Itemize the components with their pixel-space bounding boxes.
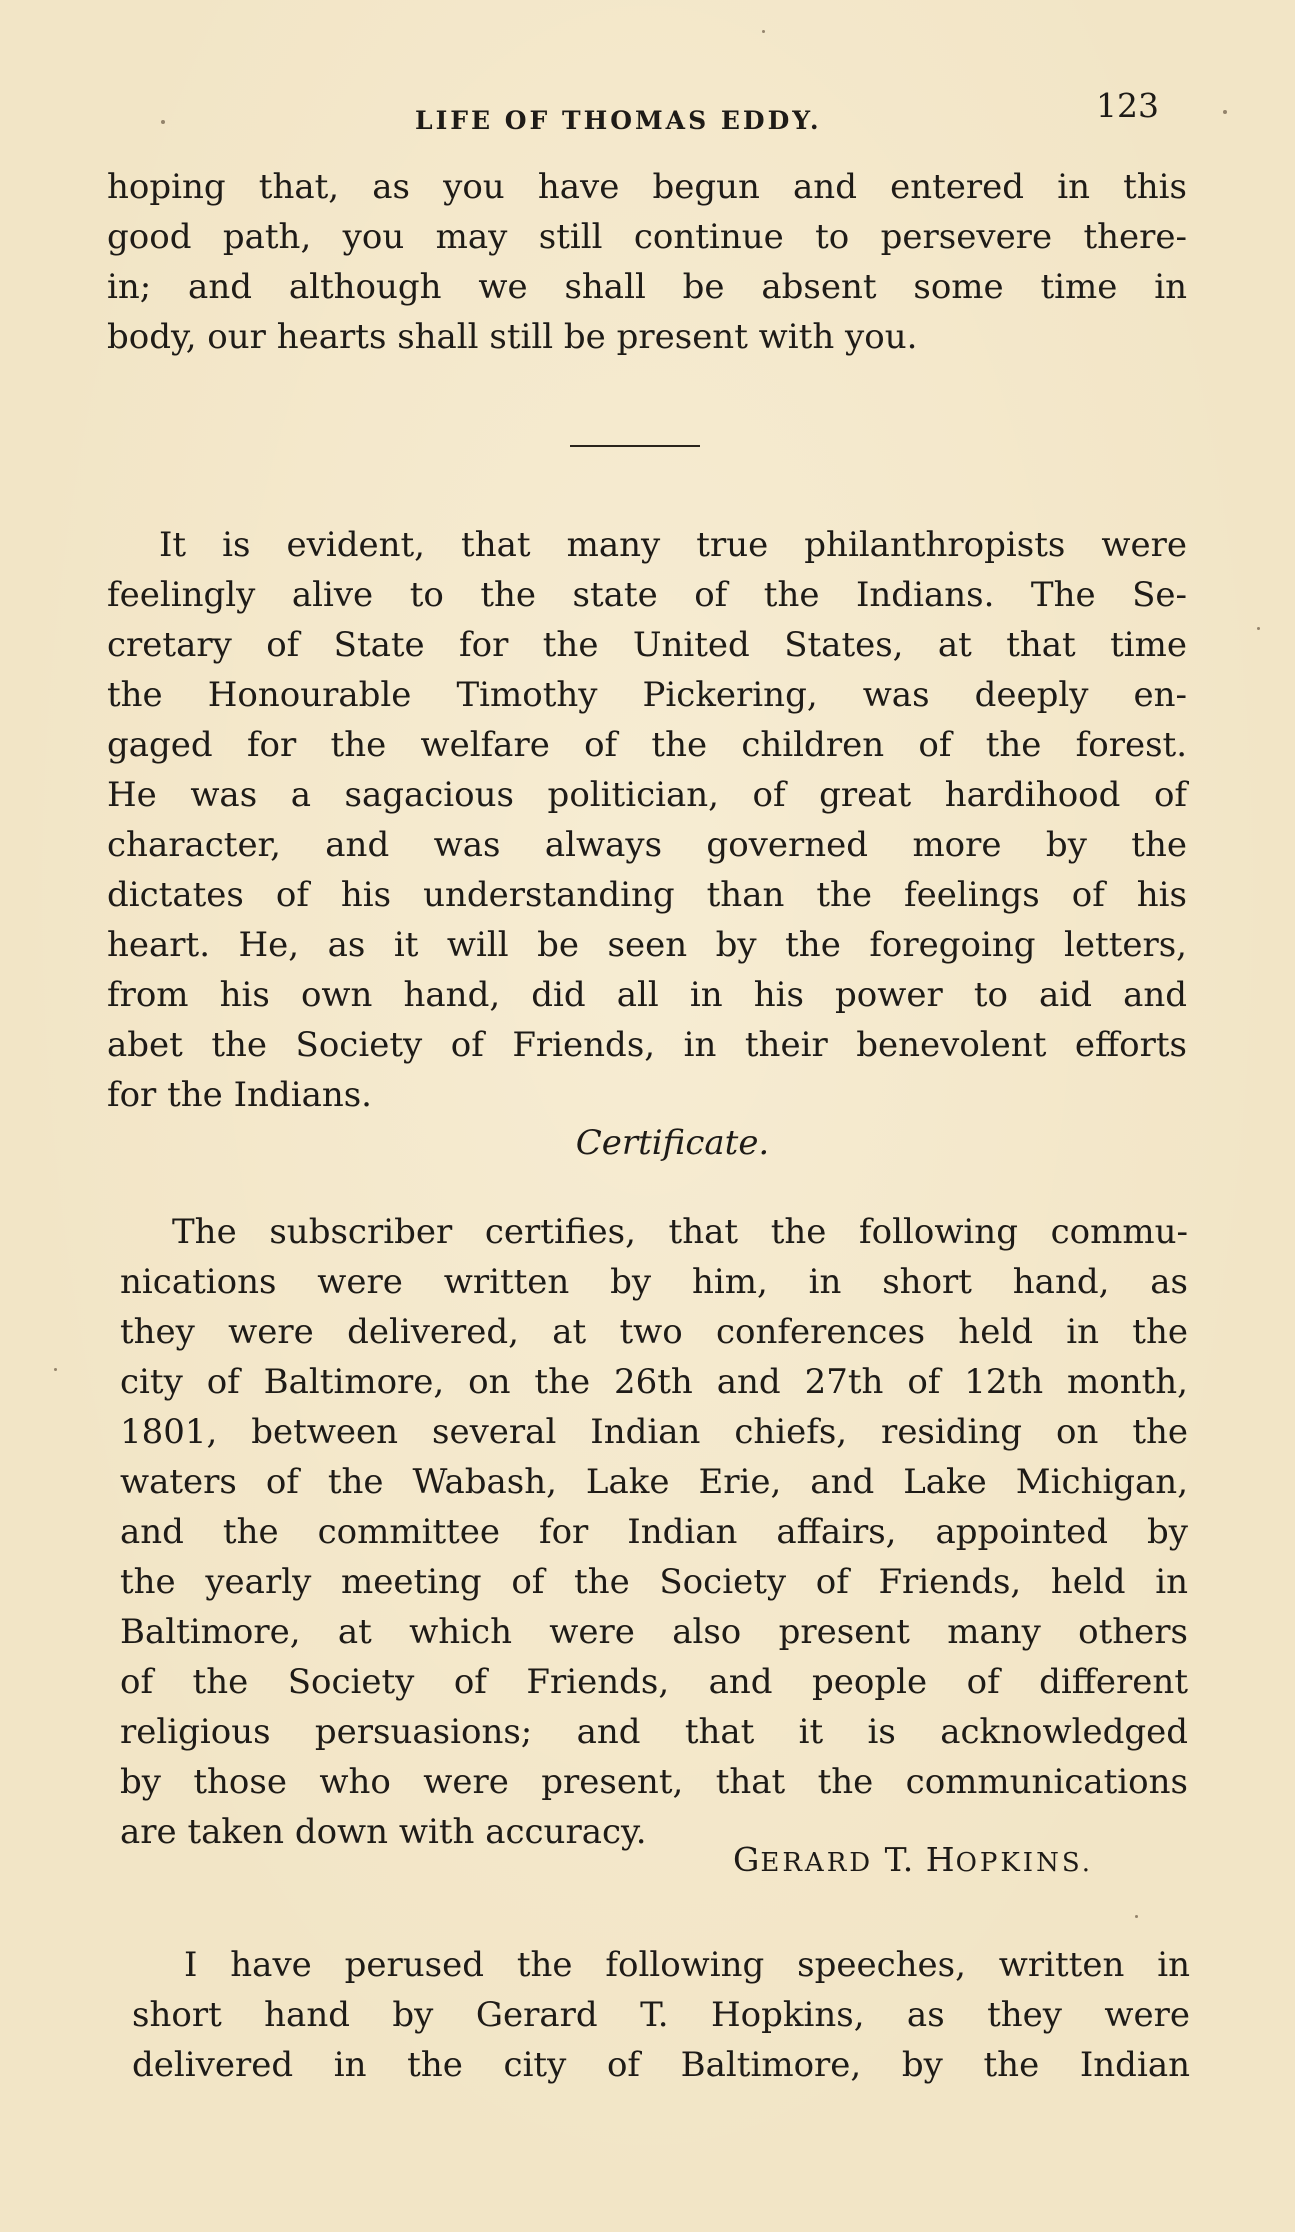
text-line: the Honourable Timothy Pickering, was deeply en-	[107, 675, 1187, 715]
text-line: heart. He, as it will be seen by the foregoing letters,	[107, 925, 1187, 965]
paragraph-philanthropists	[107, 520, 1187, 1120]
paper-speck	[762, 30, 765, 33]
signature-smallcaps: OPKINS.	[955, 1848, 1093, 1878]
running-head: LIFE OF THOMAS EDDY.	[415, 106, 822, 135]
text-line: city of Baltimore, on the 26th and 27th of 12th month,	[120, 1362, 1188, 1402]
paper-speck	[1135, 1915, 1138, 1918]
text-line: are taken down with accuracy.	[120, 1812, 647, 1852]
signature	[733, 1840, 1093, 1879]
text-line: for the Indians.	[107, 1075, 372, 1115]
signature-smallcaps: ERARD	[760, 1848, 874, 1878]
text-line: and the committee for Indian affairs, appointed by	[120, 1512, 1188, 1552]
paragraph-certificate	[120, 1207, 1188, 1857]
text-line: from his own hand, did all in his power to aid and	[107, 975, 1187, 1015]
paper-speck	[1257, 627, 1260, 630]
text-line: dictates of his understanding than the feelings of his	[107, 875, 1187, 915]
text-line: It is evident, that many true philanthropists were	[159, 525, 1187, 565]
signature-initial: H	[925, 1840, 956, 1879]
text-line: character, and was always governed more by the	[107, 825, 1187, 865]
text-line: I have perused the following speeches, written in	[184, 1945, 1190, 1985]
text-line: body, our hearts shall still be present with you.	[107, 317, 918, 357]
signature-initial: G	[733, 1840, 761, 1879]
text-line: cretary of State for the United States, at that time	[107, 625, 1187, 665]
section-divider	[570, 445, 700, 447]
text-line: delivered in the city of Baltimore, by the Indian	[132, 2045, 1190, 2085]
text-line: waters of the Wabash, Lake Erie, and Lake Michigan,	[120, 1462, 1188, 1502]
paragraph-perused	[132, 1940, 1190, 2090]
text-line: He was a sagacious politician, of great hardihood of	[107, 775, 1187, 815]
text-line: of the Society of Friends, and people of different	[120, 1662, 1188, 1702]
paragraph-continuation	[107, 162, 1187, 362]
paper-speck	[1223, 110, 1227, 114]
page-number: 123	[1096, 86, 1159, 125]
text-line: good path, you may still continue to persevere there-	[107, 217, 1187, 257]
text-line: feelingly alive to the state of the Indians. The Se-	[107, 575, 1187, 615]
text-line: by those who were present, that the communications	[120, 1762, 1188, 1802]
text-line: Baltimore, at which were also present many others	[120, 1612, 1188, 1652]
text-line: The subscriber certifies, that the following commu-	[172, 1212, 1188, 1252]
text-line: religious persuasions; and that it is acknowledged	[120, 1712, 1188, 1752]
text-line: in; and although we shall be absent some time in	[107, 267, 1187, 307]
paper-speck	[54, 1368, 57, 1371]
text-line: they were delivered, at two conferences held in the	[120, 1312, 1188, 1352]
signature-middle: T.	[873, 1840, 926, 1879]
text-line: hoping that, as you have begun and entered in this	[107, 167, 1187, 207]
text-line: nications were written by him, in short hand, as	[120, 1262, 1188, 1302]
text-line: short hand by Gerard T. Hopkins, as they were	[132, 1995, 1190, 2035]
paper-speck	[161, 120, 165, 124]
text-line: the yearly meeting of the Society of Friends, held in	[120, 1562, 1188, 1602]
text-line: 1801, between several Indian chiefs, residing on the	[120, 1412, 1188, 1452]
certificate-heading: Certificate.	[575, 1123, 770, 1163]
text-line: gaged for the welfare of the children of the forest.	[107, 725, 1187, 765]
page-header	[0, 86, 1295, 136]
text-line: abet the Society of Friends, in their benevolent efforts	[107, 1025, 1187, 1065]
